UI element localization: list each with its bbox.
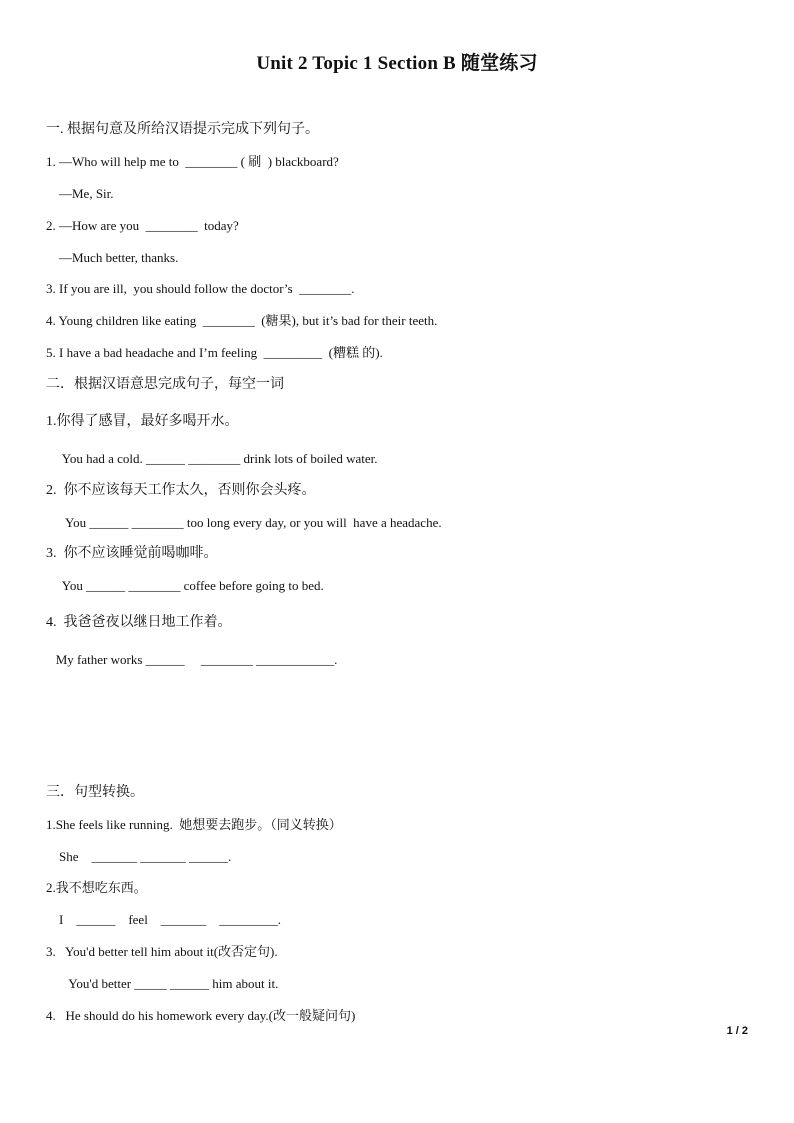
section-3-heading: 三．句型转换。 (46, 785, 144, 800)
section-2-line-7: 4. 我爸爸夜以继日地工作着。 (46, 615, 232, 630)
section-3-line-4: I ______ feel _______ _________. (46, 912, 282, 927)
section-1-line-1: 1. —Who will help me to ________ ( 刷 ) blackboard? (46, 154, 339, 169)
section-3-line-3: 2.我不想吃东西。 (46, 880, 147, 895)
page-title: Unit 2 Topic 1 Section B 随堂练习 (256, 53, 538, 74)
section-1-line-7: 5. I have a bad headache and I’m feeling _________ (糟糕 的). (46, 345, 383, 360)
section-2-line-8: My father works ______ ________ ____________. (46, 652, 338, 667)
section-1-line-6: 4. Young children like eating ________ (糖果), but it’s bad for their teeth. (46, 313, 438, 328)
section-2-line-6: You ______ ________ coffee before going to bed. (46, 578, 324, 593)
section-2-heading: 二．根据汉语意思完成句子，每空一词 (46, 377, 284, 392)
section-3-line-2: She _______ _______ ______. (46, 849, 232, 864)
section-1-line-2: —Me, Sir. (46, 186, 114, 201)
section-2-line-3: 2. 你不应该每天工作太久，否则你会头疼。 (46, 483, 316, 498)
page-number: 1 / 2 (726, 1025, 748, 1037)
section-2-line-5: 3. 你不应该睡觉前喝咖啡。 (46, 546, 218, 561)
section-2-line-2: You had a cold. ______ ________ drink lots of boiled water. (46, 451, 378, 466)
section-3-line-1: 1.She feels like running. 她想要去跑步。（同义转换） (46, 817, 342, 832)
section-2-line-1: 1.你得了感冒，最好多喝开水。 (46, 414, 239, 429)
section-1-line-4: —Much better, thanks. (46, 250, 179, 265)
section-1-line-5: 3. If you are ill, you should follow the doctor’s ________. (46, 281, 355, 296)
section-1-line-3: 2. —How are you ________ today? (46, 218, 239, 233)
section-3-line-5: 3. You'd better tell him about it(改否定句). (46, 944, 278, 959)
section-1-heading: 一. 根据句意及所给汉语提示完成下列句子。 (46, 122, 319, 137)
section-3-line-7: 4. He should do his homework every day.(改一般疑问句) (46, 1008, 356, 1023)
section-2-line-4: You ______ ________ too long every day, or you will have a headache. (46, 515, 442, 530)
section-3-line-6: You'd better _____ ______ him about it. (46, 976, 279, 991)
